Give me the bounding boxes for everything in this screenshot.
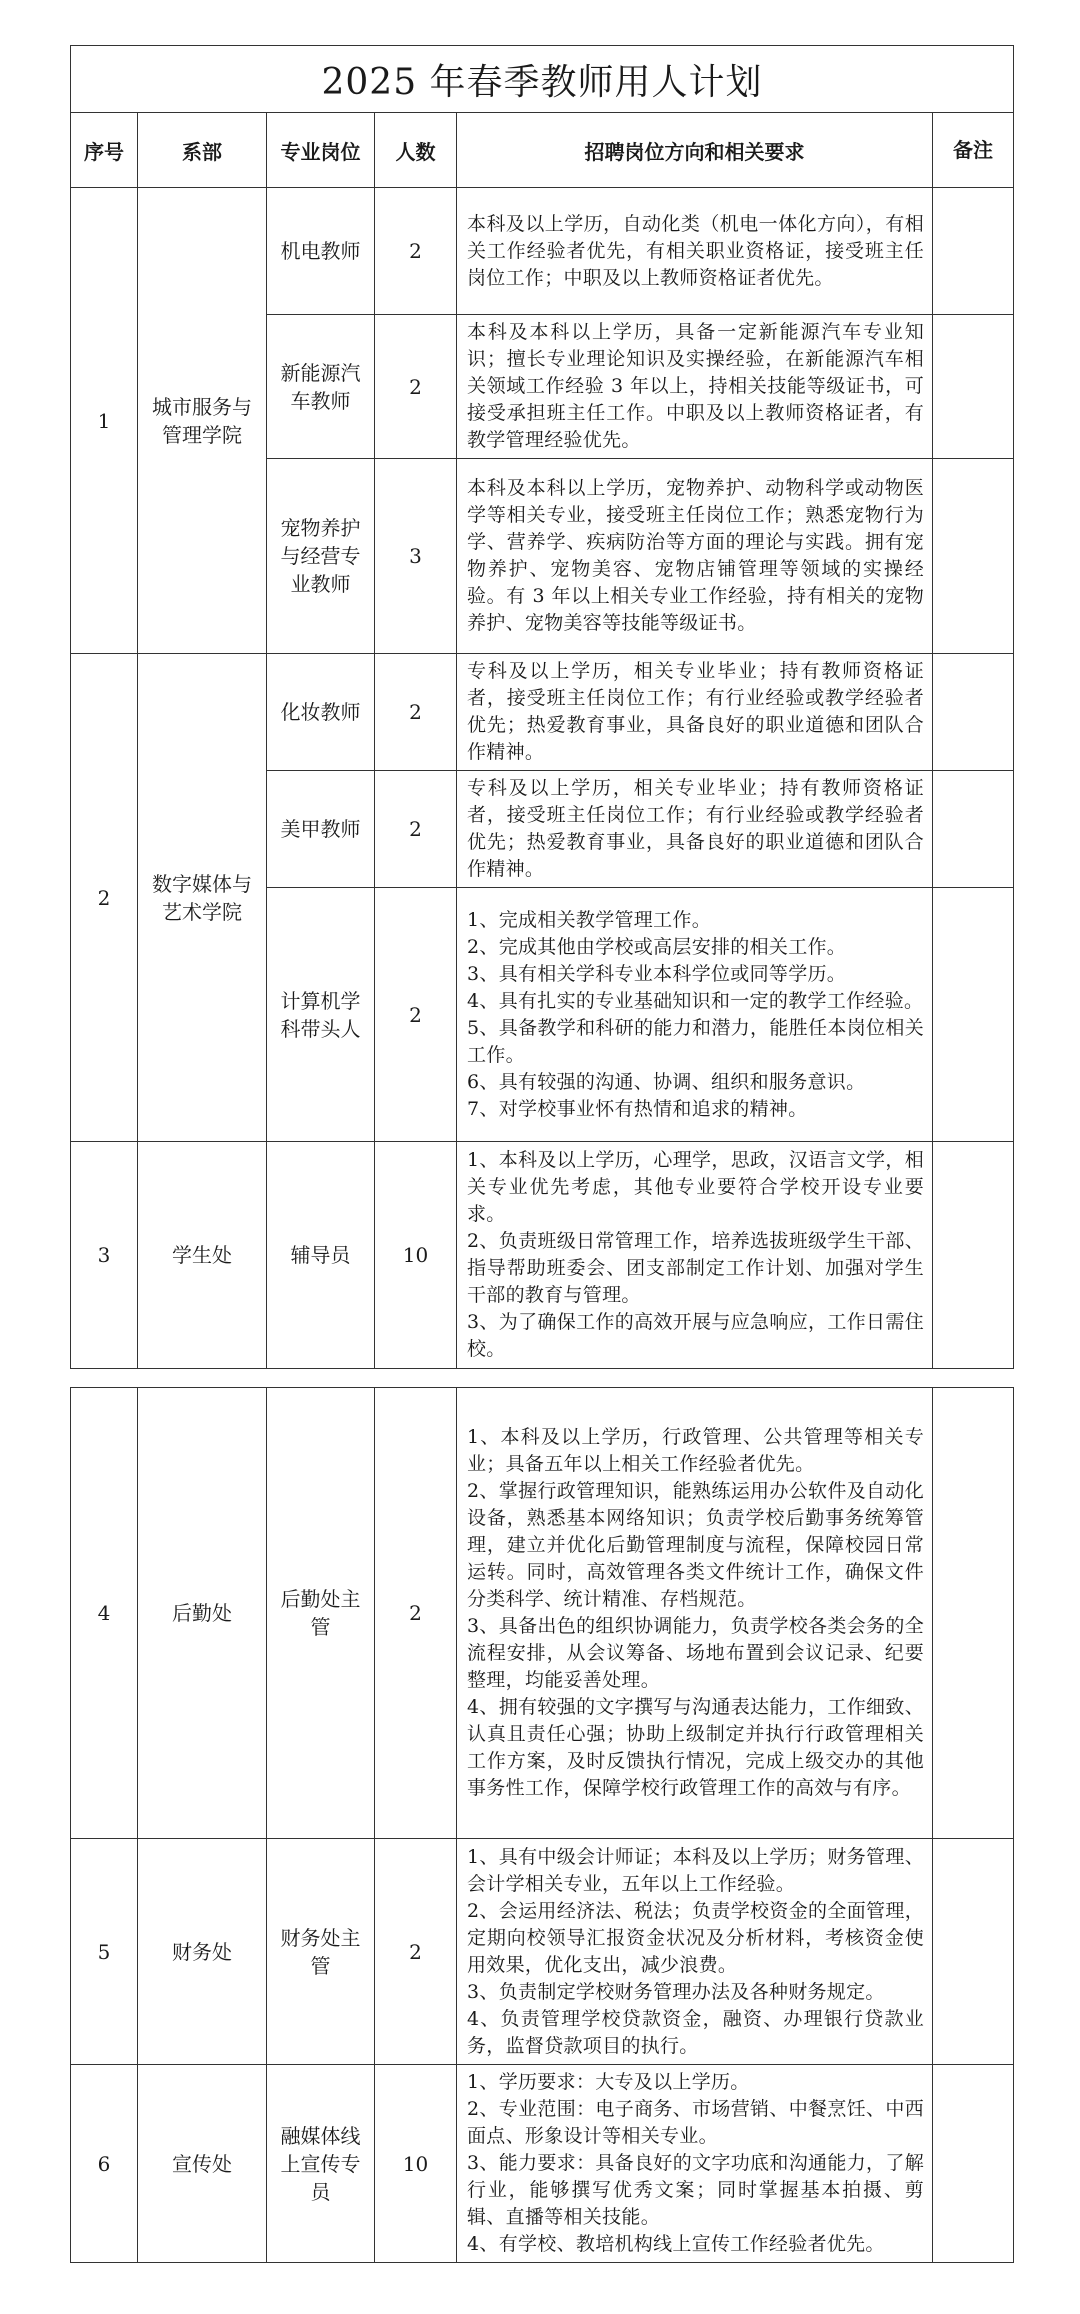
- row-remarks: [933, 1142, 1014, 1369]
- row-position: 化妆教师: [267, 654, 375, 771]
- row-count: 2: [375, 888, 457, 1142]
- requirement-line: 2、掌握行政管理知识，能熟练运用办公软件及自动化设备，熟悉基本网络知识；负责学校后勤事务统筹管理，建立并优化后勤管理制度与流程，保障校园日常运转。同时，高效管理各类文件统计工作，确保文件分类科学、统计精准、存档规范。: [467, 1480, 924, 1610]
- row-position: 美甲教师: [267, 771, 375, 888]
- row-requirements: [457, 2065, 933, 2263]
- requirement-line: 1、完成相关教学管理工作。: [467, 908, 711, 931]
- row-department: 数字媒体与艺术学院: [138, 654, 267, 1142]
- row-requirements: 本科及以上学历，自动化类（机电一体化方向），有相关工作经验者优先，有相关职业资格证，接受班主任岗位工作；中职及以上教师资格证者优先。: [457, 188, 933, 315]
- requirement-line: 4、有学校、教培机构线上宣传工作经验者优先。: [467, 2233, 885, 2255]
- row-remarks: [933, 188, 1014, 315]
- table-title: 2025 年春季教师用人计划: [71, 46, 1014, 113]
- requirement-line: 2、负责班级日常管理工作，培养选拔班级学生干部、指导帮助班委会、团支部制定工作计划、加强对学生干部的教育与管理。: [467, 1230, 924, 1306]
- header-index: 序号: [71, 113, 138, 188]
- row-department: 财务处: [138, 1839, 267, 2065]
- row-position: 宠物养护与经营专业教师: [267, 459, 375, 654]
- row-position: 后勤处主管: [267, 1388, 375, 1839]
- requirement-line: 4、负责管理学校贷款资金，融资、办理银行贷款业务，监督贷款项目的执行。: [467, 2007, 924, 2057]
- requirement-line: 3、具备出色的组织协调能力，负责学校各类会务的全流程安排，从会议筹备、场地布置到会议记录、纪要整理，均能妥善处理。: [467, 1615, 924, 1691]
- requirement-line: 3、负责制定学校财务管理办法及各种财务规定。: [467, 1980, 885, 2003]
- row-index: 6: [71, 2065, 138, 2263]
- requirement-line: 2、专业范围：电子商务、市场营销、中餐烹饪、中西面点、形象设计等相关专业。: [467, 2098, 924, 2147]
- row-remarks: [933, 2065, 1014, 2263]
- row-department: 城市服务与管理学院: [138, 188, 267, 654]
- header-remarks: 备注: [933, 113, 1014, 188]
- table-row: [71, 188, 1014, 315]
- row-count: 3: [375, 459, 457, 654]
- table-row: [71, 654, 1014, 771]
- requirement-line: 1、本科及以上学历，行政管理、公共管理等相关专业；具备五年以上相关工作经验者优先。: [467, 1426, 924, 1475]
- row-department: 学生处: [138, 1142, 267, 1369]
- requirement-line: 4、具有扎实的专业基础知识和一定的教学工作经验。: [467, 989, 924, 1012]
- requirement-line: 4、拥有较强的文字撰写与沟通表达能力，工作细致、认真且责任心强；协助上级制定并执行行政管理相关工作方案，及时反馈执行情况，完成上级交办的其他事务性工作，保障学校行政管理工作的高效与有序。: [467, 1696, 924, 1799]
- row-count: 2: [375, 771, 457, 888]
- row-position: 新能源汽车教师: [267, 315, 375, 459]
- row-index: 1: [71, 188, 138, 654]
- row-department: 宣传处: [138, 2065, 267, 2263]
- row-index: 3: [71, 1142, 138, 1369]
- row-department: 后勤处: [138, 1388, 267, 1839]
- row-index: 2: [71, 654, 138, 1142]
- requirement-line: 6、具有较强的沟通、协调、组织和服务意识。: [467, 1070, 866, 1093]
- row-remarks: [933, 888, 1014, 1142]
- row-requirements: 本科及本科以上学历，具备一定新能源汽车专业知识；擅长专业理论知识及实操经验，在新能源汽车相关领域工作经验 3 年以上，持相关技能等级证书，可接受承担班主任工作。中职及以上教师资格证者，有教学管理经验优先。: [457, 315, 933, 459]
- row-count: 10: [375, 2065, 457, 2263]
- table-row: [71, 2065, 1014, 2263]
- requirement-line: 1、本科及以上学历，心理学，思政，汉语言文学，相关专业优先考虑，其他专业要符合学校开设专业要求。: [467, 1149, 924, 1225]
- header-count: 人数: [375, 113, 457, 188]
- row-count: 2: [375, 1388, 457, 1839]
- title-row: [71, 46, 1014, 113]
- requirement-line: 3、具有相关学科专业本科学位或同等学历。: [467, 962, 847, 985]
- row-position: 财务处主管: [267, 1839, 375, 2065]
- requirement-line: 3、为了确保工作的高效开展与应急响应，工作日需住校。: [467, 1311, 924, 1360]
- requirement-line: 1、具有中级会计师证；本科及以上学历；财务管理、会计学相关专业，五年以上工作经验。: [467, 1845, 924, 1895]
- recruitment-table-part-2: [70, 1387, 1014, 2263]
- row-count: 2: [375, 315, 457, 459]
- row-requirements: [457, 1839, 933, 2065]
- requirement-line: 2、完成其他由学校或高层安排的相关工作。: [467, 935, 847, 958]
- header-department: 系部: [138, 113, 267, 188]
- row-requirements: [457, 1388, 933, 1839]
- row-requirements: 本科及本科以上学历，宠物养护、动物科学或动物医学等相关专业，接受班主任岗位工作；熟悉宠物行为学、营养学、疾病防治等方面的理论与实践。拥有宠物养护、宠物美容、宠物店铺管理等领域的实操经验。有 3 年以上相关专业工作经验，持有相关的宠物养护、宠物美容等技能等级证书。: [457, 459, 933, 654]
- requirement-line: 1、学历要求：大专及以上学历。: [467, 2071, 750, 2093]
- row-remarks: [933, 771, 1014, 888]
- row-count: 2: [375, 654, 457, 771]
- recruitment-table-part-1: [70, 45, 1014, 1369]
- requirement-line: 7、对学校事业怀有热情和追求的精神。: [467, 1097, 808, 1120]
- row-requirements: [457, 1142, 933, 1369]
- requirement-line: 5、具备教学和科研的能力和潜力，能胜任本岗位相关工作。: [467, 1016, 924, 1066]
- row-position: 机电教师: [267, 188, 375, 315]
- table-row: [71, 1142, 1014, 1369]
- row-count: 2: [375, 188, 457, 315]
- row-position: 融媒体线上宣传专员: [267, 2065, 375, 2263]
- row-requirements: [457, 888, 933, 1142]
- row-position: 辅导员: [267, 1142, 375, 1369]
- header-position: 专业岗位: [267, 113, 375, 188]
- requirement-line: 3、能力要求：具备良好的文字功底和沟通能力，了解行业，能够撰写优秀文案；同时掌握基本拍摄、剪辑、直播等相关技能。: [467, 2152, 924, 2228]
- header-requirements: 招聘岗位方向和相关要求: [457, 113, 933, 188]
- requirement-line: 2、会运用经济法、税法；负责学校资金的全面管理，定期向校领导汇报资金状况及分析材料，考核资金使用效果，优化支出，减少浪费。: [467, 1899, 924, 1976]
- row-count: 2: [375, 1839, 457, 2065]
- row-requirements: 专科及以上学历，相关专业毕业；持有教师资格证者，接受班主任岗位工作；有行业经验或教学经验者优先；热爱教育事业，具备良好的职业道德和团队合作精神。: [457, 771, 933, 888]
- row-remarks: [933, 654, 1014, 771]
- row-count: 10: [375, 1142, 457, 1369]
- row-remarks: [933, 1388, 1014, 1839]
- table-row: [71, 1388, 1014, 1839]
- row-remarks: [933, 1839, 1014, 2065]
- row-remarks: [933, 459, 1014, 654]
- header-row: [71, 113, 1014, 188]
- row-index: 5: [71, 1839, 138, 2065]
- row-index: 4: [71, 1388, 138, 1839]
- row-remarks: [933, 315, 1014, 459]
- row-position: 计算机学科带头人: [267, 888, 375, 1142]
- table-row: [71, 1839, 1014, 2065]
- row-requirements: 专科及以上学历，相关专业毕业；持有教师资格证者，接受班主任岗位工作；有行业经验或教学经验者优先；热爱教育事业，具备良好的职业道德和团队合作精神。: [457, 654, 933, 771]
